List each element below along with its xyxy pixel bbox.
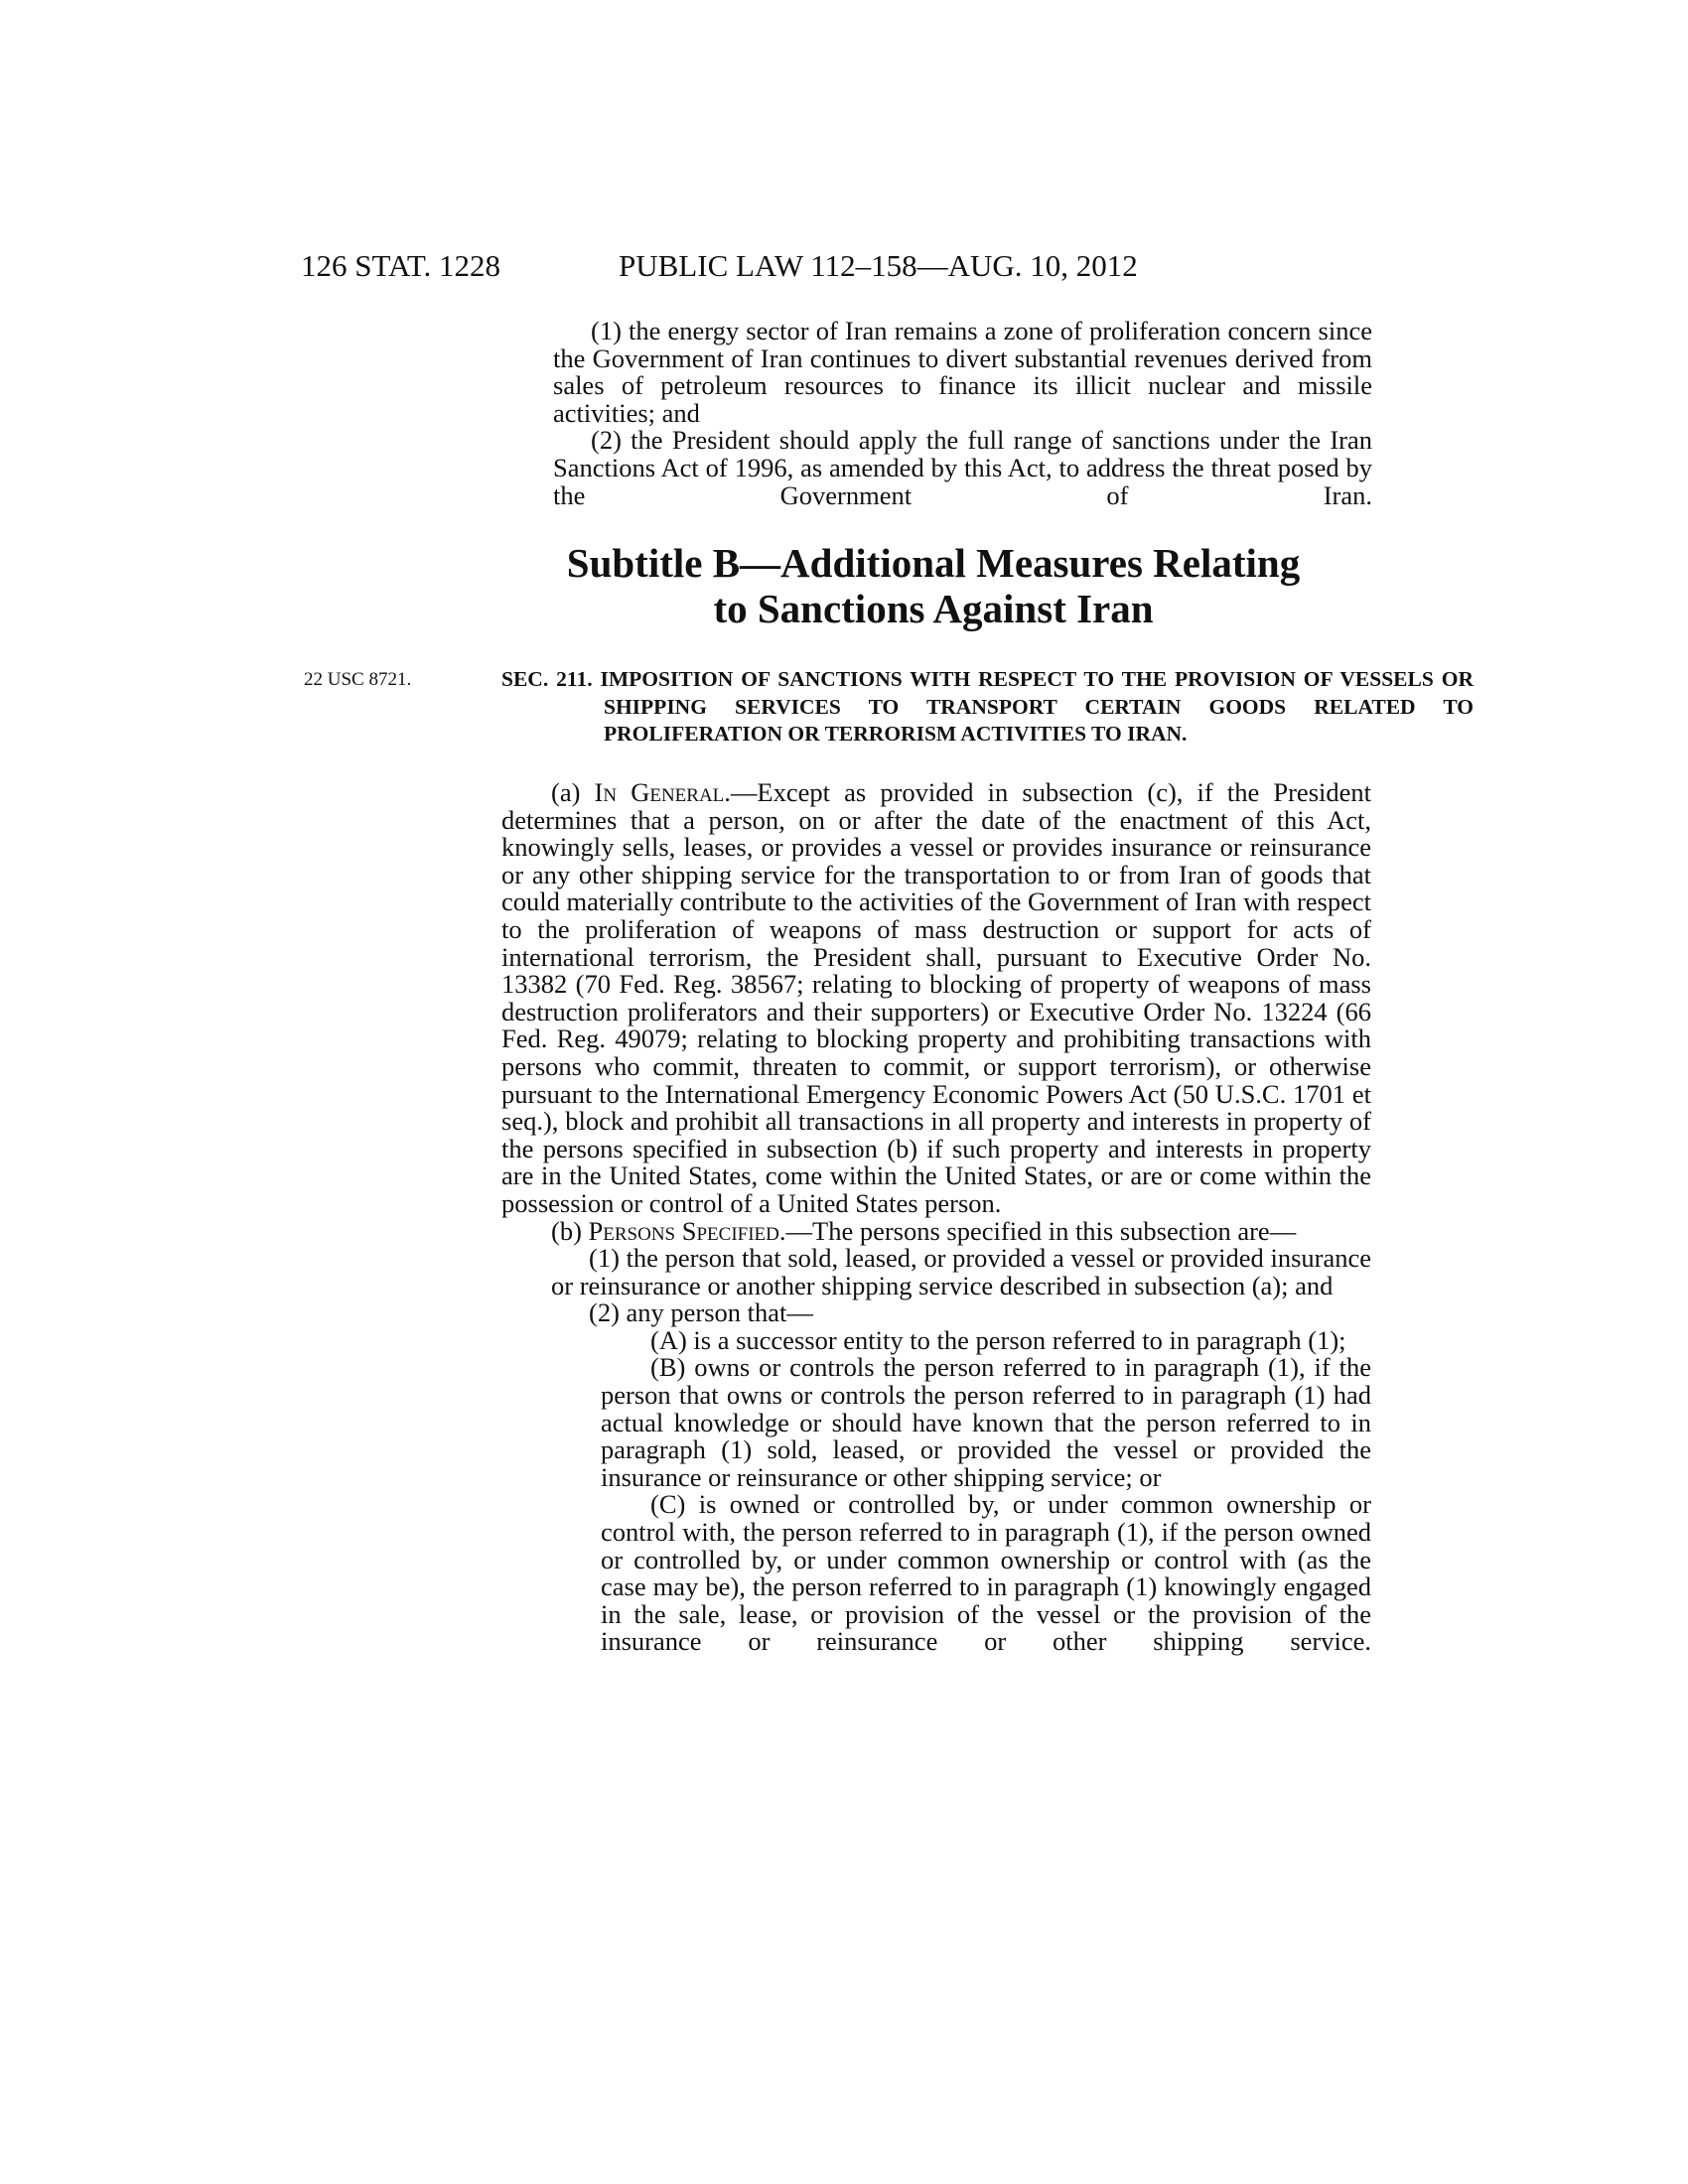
subsection-b-text: .—The persons specified in this subsection are—	[778, 1215, 1297, 1246]
subsection-a-text: .—Except as provided in subsection (c), if the President determines that a person, on or after the date of the enactment of this Act, knowingly sells, leases, or provides a vessel or provides insurance or reinsurance or any other shipping service for the transportation to or from Iran of goods that could materially contribute to the activities of the Government of Iran with respect to the proliferation of weapons of mass destruction or support for acts of international terrorism, the President shall, pursuant to Executive Order No. 13382 (70 Fed. Reg. 38567; relating to blocking of property of weapons of mass destruction proliferators and their supporters) or Executive Order No. 13224 (66 Fed. Reg. 49079; relating to blocking property and prohibiting transactions with persons who commit, threaten to commit, or support terrorism), or otherwise pursuant to the International Emergency Economic Powers Act (50 U.S.C. 1701 et seq.), block and prohibit all transactions in all property and interests in property of the persons specified in subsection (b) if such property and interests in property are in the United States, come within the United States, or are or come within the possession or control of a United States person.	[501, 777, 1371, 1218]
subparagraph-b2b: (B) owns or controls the person referred to in paragraph (1), if the person that owns or controls the person referred to in paragraph (1) had actual knowledge or should have known that the person referred to in paragraph (1) sold, leased, or provided the vessel or provided the insurance or reinsurance or other shipping service; or	[601, 1352, 1371, 1492]
subsection-b	[501, 1215, 1371, 1246]
intro-paragraph-1: (1) the energy sector of Iran remains a zone of proliferation concern since the Government of Iran continues to divert substantial revenues derived from sales of petroleum resources to finance its illicit nuclear and missile activities; and	[553, 316, 1372, 428]
subtitle-heading	[496, 540, 1370, 631]
intro-paragraph-2: (2) the President should apply the full range of sanctions under the Iran Sanctions Act of 1996, as amended by this Act, to address the threat posed by the Government of Iran.	[553, 425, 1372, 510]
paragraph-b2: (2) any person that—	[589, 1297, 813, 1328]
subsection-b-heading: Persons Specified	[588, 1215, 779, 1246]
section-heading: SEC. 211. IMPOSITION OF SANCTIONS WITH RESPECT TO THE PROVISION OF VESSELS OR SHIPPING SERVICES TO TRANSPORT CERTAIN GOODS RELATED TO PROLIFERATION OR TERRORISM ACTIVITIES TO IRAN.	[501, 667, 1474, 747]
section-body	[501, 779, 1371, 1656]
subtitle-line-2: to Sanctions Against Iran	[713, 586, 1154, 631]
intro-paragraphs	[553, 318, 1372, 509]
statute-citation: 126 STAT. 1228	[301, 248, 501, 283]
subparagraph-b2a: (A) is a successor entity to the person referred to in paragraph (1);	[650, 1324, 1346, 1355]
paragraph-b1: (1) the person that sold, leased, or provided a vessel or provided insurance or reinsurance or another shipping service described in subsection (a); and	[551, 1243, 1371, 1300]
subparagraph-b2c: (C) is owned or controlled by, or under common ownership or control with, the person referred to in paragraph (1), if the person owned or controlled by, or under common ownership or control with (as the case may be), the person referred to in paragraph (1) knowingly engaged in the sale, lease, or provision of the vessel or the provision of the insurance or reinsurance or other shipping service.	[601, 1489, 1371, 1657]
subsection-a-label: (a)	[551, 777, 595, 807]
subsection-a	[501, 779, 1371, 1218]
usc-margin-note: 22 USC 8721.	[304, 669, 412, 690]
subsection-a-heading: In General	[594, 777, 725, 807]
subsection-b-label: (b)	[551, 1215, 589, 1246]
subtitle-line-1: Subtitle B—Additional Measures Relating	[566, 540, 1301, 586]
public-law-title: PUBLIC LAW 112–158—AUG. 10, 2012	[619, 248, 1138, 283]
